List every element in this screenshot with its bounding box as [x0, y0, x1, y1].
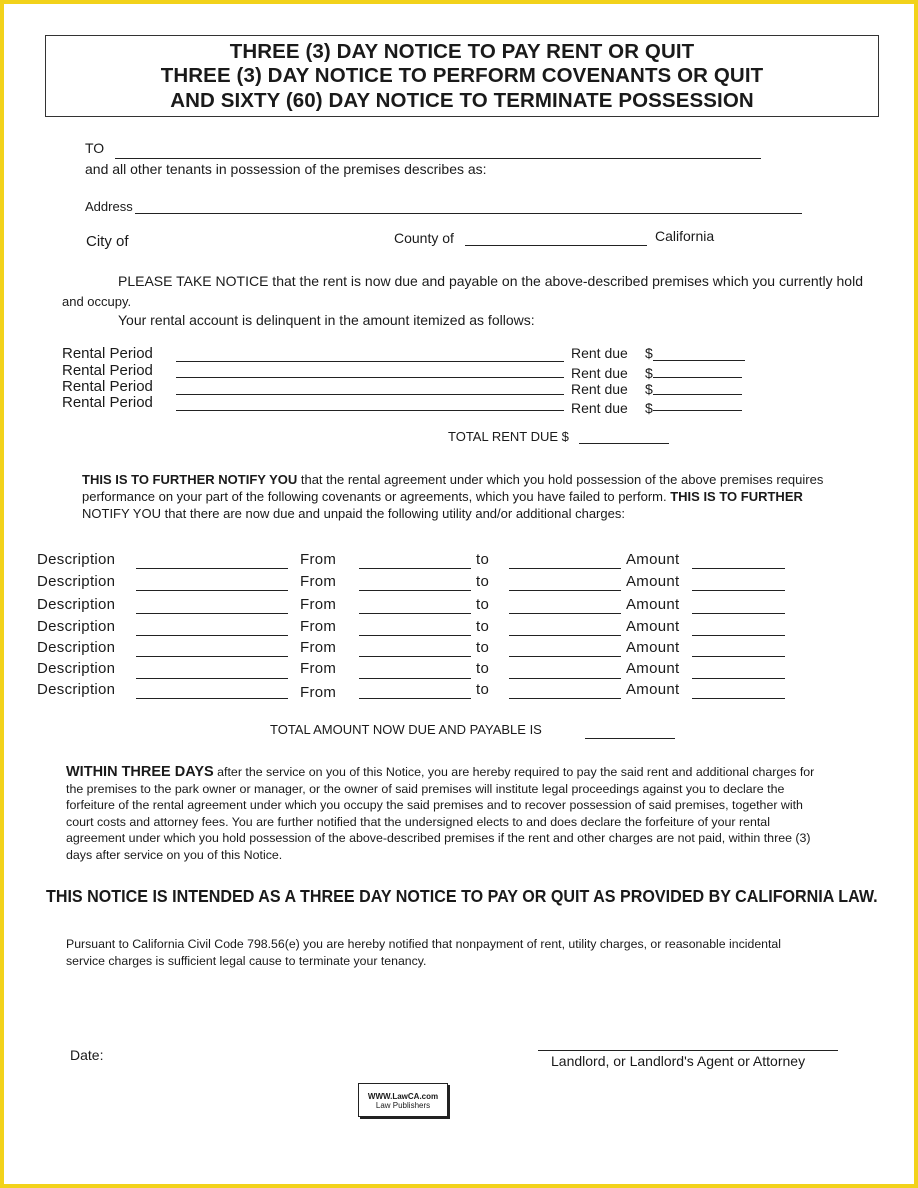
description-field[interactable] — [136, 698, 288, 699]
to-label: to — [476, 551, 490, 568]
currency-symbol: $ — [645, 365, 653, 381]
amount-field[interactable] — [692, 613, 785, 614]
rent-due-label: Rent due — [571, 365, 628, 381]
signature-label: Landlord, or Landlord's Agent or Attorney — [551, 1053, 806, 1069]
rent-due-label: Rent due — [571, 381, 628, 397]
title-box — [45, 35, 879, 117]
further-notify-text-1: that the rental agreement under which you hold possession of the above premises requires — [297, 472, 824, 487]
description-label: Description — [37, 573, 116, 590]
further-notify-bold-1: THIS IS TO FURTHER NOTIFY YOU — [82, 472, 298, 487]
from-field[interactable] — [359, 613, 471, 614]
tenants-text: and all other tenants in possession of the premises describes as: — [85, 161, 487, 177]
logo-line-1: WWW.LawCA.com — [367, 1092, 439, 1101]
from-label: From — [300, 551, 337, 568]
to-field[interactable] — [509, 613, 621, 614]
date-label: Date: — [70, 1047, 104, 1063]
amount-label: Amount — [626, 618, 680, 635]
address-field[interactable] — [135, 213, 802, 214]
to-label: to — [476, 639, 490, 656]
to-label: to — [476, 596, 490, 613]
notice-paragraph-1: PLEASE TAKE NOTICE that the rent is now due and payable on the above-described premises which you currently hold — [118, 273, 863, 289]
amount-field[interactable] — [692, 698, 785, 699]
rental-period-field[interactable] — [176, 361, 564, 362]
from-field[interactable] — [359, 568, 471, 569]
currency-symbol: $ — [645, 381, 653, 397]
city-label: City of — [86, 233, 129, 250]
to-field[interactable] — [509, 568, 621, 569]
to-field[interactable] — [115, 158, 761, 159]
rental-period-label: Rental Period — [62, 345, 153, 362]
within-three-days-text: after the service on you of this Notice, you are hereby required to pay the said rent and additional charges for the premises to the park owner or manager, or the owner of said premises will institute legal proceedings against you to declare the forfeiture of the rental agreement under which you occupy the said premises and to recover possession of said premises, together with court costs and attorney fees. You are further notified that the undersigned elects to and does declare the forfeiture of your rental agreement under which you hold possession of the above-described premises if the rent and other charges are not paid, within three (3) days after service on you of this Notice. — [66, 765, 815, 862]
rent-due-field[interactable] — [653, 394, 742, 395]
rent-due-field[interactable] — [653, 410, 742, 411]
total-amount-field[interactable] — [585, 738, 675, 739]
to-field[interactable] — [509, 698, 621, 699]
amount-label: Amount — [626, 551, 680, 568]
description-field[interactable] — [136, 568, 288, 569]
from-field[interactable] — [359, 656, 471, 657]
logo-line-2: Law Publishers — [375, 1101, 431, 1110]
rental-period-field[interactable] — [176, 377, 564, 378]
rent-due-field[interactable] — [653, 360, 745, 361]
rental-period-label: Rental Period — [62, 378, 153, 395]
notice-paragraph-2: Your rental account is delinquent in the amount itemized as follows: — [118, 312, 535, 328]
description-field[interactable] — [136, 590, 288, 591]
from-label: From — [300, 596, 337, 613]
description-field[interactable] — [136, 613, 288, 614]
rental-period-label: Rental Period — [62, 362, 153, 379]
rental-period-field[interactable] — [176, 394, 564, 395]
to-label: to — [476, 660, 490, 677]
description-field[interactable] — [136, 678, 288, 679]
within-three-days-bold: WITHIN THREE DAYS — [66, 764, 214, 780]
amount-field[interactable] — [692, 678, 785, 679]
further-notify-bold-2: THIS IS TO FURTHER — [670, 489, 803, 504]
notice-paragraph-1-cont: and occupy. — [62, 294, 132, 309]
from-label: From — [300, 660, 337, 677]
signature-field[interactable] — [538, 1050, 838, 1051]
from-label: From — [300, 618, 337, 635]
rent-due-field[interactable] — [653, 377, 742, 378]
civil-code-paragraph: Pursuant to California Civil Code 798.56(e) you are hereby notified that nonpayment of rent, utility charges, or reasonable incidental service charges is sufficient legal cause to terminate your tenancy. — [66, 937, 781, 968]
from-label: From — [300, 684, 337, 701]
to-field[interactable] — [509, 656, 621, 657]
county-label: County of — [394, 230, 454, 246]
amount-field[interactable] — [692, 568, 785, 569]
from-field[interactable] — [359, 698, 471, 699]
title-line-3: AND SIXTY (60) DAY NOTICE TO TERMINATE POSSESSION — [170, 89, 754, 112]
currency-symbol: $ — [645, 345, 653, 361]
description-field[interactable] — [136, 656, 288, 657]
from-field[interactable] — [359, 635, 471, 636]
description-field[interactable] — [136, 635, 288, 636]
description-label: Description — [37, 618, 116, 635]
further-notify-line-1 — [82, 472, 823, 487]
amount-field[interactable] — [692, 590, 785, 591]
amount-label: Amount — [626, 596, 680, 613]
rent-due-label: Rent due — [571, 400, 628, 416]
from-field[interactable] — [359, 590, 471, 591]
further-notify-text-2: performance on your part of the following covenants or agreements, which you have failed to perform. — [82, 489, 671, 504]
title-line-2: THREE (3) DAY NOTICE TO PERFORM COVENANTS OR QUIT — [160, 64, 764, 87]
total-rent-field[interactable] — [579, 443, 669, 444]
currency-symbol: $ — [645, 400, 653, 416]
from-field[interactable] — [359, 678, 471, 679]
description-label: Description — [37, 639, 116, 656]
total-amount-label: TOTAL AMOUNT NOW DUE AND PAYABLE IS — [270, 722, 542, 737]
description-label: Description — [37, 596, 116, 613]
amount-label: Amount — [626, 639, 680, 656]
amount-label: Amount — [626, 681, 680, 698]
description-label: Description — [37, 681, 116, 698]
amount-label: Amount — [626, 660, 680, 677]
state-label: California — [655, 228, 715, 244]
amount-label: Amount — [626, 573, 680, 590]
rental-period-label: Rental Period — [62, 394, 153, 411]
address-label: Address — [85, 199, 133, 214]
county-field[interactable] — [465, 245, 647, 246]
to-field[interactable] — [509, 590, 621, 591]
total-rent-label: TOTAL RENT DUE $ — [448, 429, 569, 444]
description-label: Description — [37, 551, 116, 568]
publisher-logo — [358, 1083, 448, 1117]
from-label: From — [300, 639, 337, 656]
to-label: TO — [85, 140, 105, 156]
to-label: to — [476, 618, 490, 635]
rental-period-field[interactable] — [176, 410, 564, 411]
amount-field[interactable] — [692, 635, 785, 636]
california-notice: THIS NOTICE IS INTENDED AS A THREE DAY NOTICE TO PAY OR QUIT AS PROVIDED BY CALIFORNIA LAW. — [46, 886, 878, 906]
to-label: to — [476, 681, 490, 698]
to-field[interactable] — [509, 678, 621, 679]
to-label: to — [476, 573, 490, 590]
further-notify-line-2 — [82, 489, 803, 504]
description-label: Description — [37, 660, 116, 677]
amount-field[interactable] — [692, 656, 785, 657]
rent-due-label: Rent due — [571, 345, 628, 361]
to-field[interactable] — [509, 635, 621, 636]
further-notify-line-3: NOTIFY YOU that there are now due and unpaid the following utility and/or additional charges: — [82, 506, 625, 521]
within-three-days-paragraph — [66, 764, 826, 863]
title-line-1: THREE (3) DAY NOTICE TO PAY RENT OR QUIT — [229, 40, 695, 63]
from-label: From — [300, 573, 337, 590]
